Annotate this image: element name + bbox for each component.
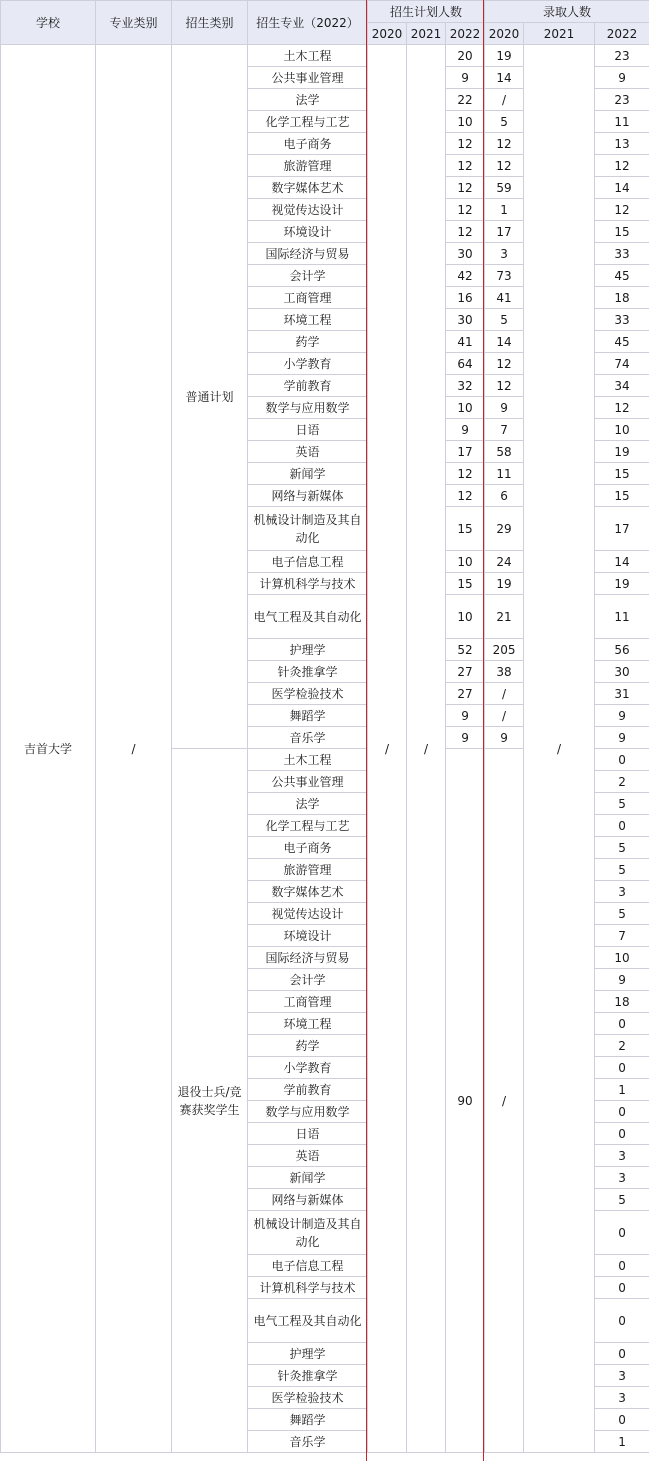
major-cell: 公共事业管理 [248, 67, 368, 89]
divider-line-admitted [483, 0, 484, 1461]
admit-2022-cell: 12 [595, 397, 649, 419]
plan-2022-cell: 42 [446, 265, 485, 287]
admit-2022-cell: 10 [595, 947, 649, 969]
admit-2022-cell: 3 [595, 1167, 649, 1189]
major-cell: 小学教育 [248, 353, 368, 375]
admit-2022-cell: 0 [595, 1101, 649, 1123]
plan-2022-cell: 15 [446, 573, 485, 595]
major-cell: 日语 [248, 1123, 368, 1145]
plan-2022-cell: 90 [446, 749, 485, 1453]
admit-2022-cell: 11 [595, 595, 649, 639]
major-cell: 机械设计制造及其自动化 [248, 507, 368, 551]
admit-2020-cell: 21 [485, 595, 524, 639]
school-cell: 吉首大学 [1, 45, 96, 1453]
plan-2022-cell: 9 [446, 419, 485, 441]
admit-2022-cell: 74 [595, 353, 649, 375]
admit-2022-cell: 33 [595, 243, 649, 265]
plan-2022-cell: 12 [446, 221, 485, 243]
major-cell: 电气工程及其自动化 [248, 1299, 368, 1343]
major-cell: 计算机科学与技术 [248, 573, 368, 595]
plan-2022-cell: 10 [446, 551, 485, 573]
admit-2022-cell: 5 [595, 1189, 649, 1211]
header-school: 学校 [1, 1, 96, 45]
admit-2022-cell: 3 [595, 1387, 649, 1409]
admit-2022-cell: 12 [595, 199, 649, 221]
major-cell: 舞蹈学 [248, 1409, 368, 1431]
admit-2020-cell: 24 [485, 551, 524, 573]
plan-2022-cell: 10 [446, 111, 485, 133]
admit-2020-cell: 14 [485, 331, 524, 353]
major-cell: 工商管理 [248, 991, 368, 1013]
plan-2022-cell: 32 [446, 375, 485, 397]
admit-2022-cell: 45 [595, 331, 649, 353]
admit-2022-cell: 5 [595, 793, 649, 815]
major-cell: 国际经济与贸易 [248, 243, 368, 265]
major-cell: 环境设计 [248, 221, 368, 243]
plan-2022-cell: 15 [446, 507, 485, 551]
admit-2020-cell: 58 [485, 441, 524, 463]
major-cell: 电子商务 [248, 837, 368, 859]
admit-2022-cell: 31 [595, 683, 649, 705]
header-row [1, 1, 649, 23]
major-cell: 法学 [248, 89, 368, 111]
admit-2020-cell: / [485, 89, 524, 111]
header-admit-2022: 2022 [595, 23, 649, 45]
plan-2022-cell: 27 [446, 683, 485, 705]
table-row [1, 45, 649, 67]
plan-2022-cell: 9 [446, 705, 485, 727]
plan-2022-cell: 10 [446, 595, 485, 639]
admit-2022-cell: 9 [595, 727, 649, 749]
admit-2022-cell: 14 [595, 177, 649, 199]
admit-2022-cell: 0 [595, 1343, 649, 1365]
plan-2022-cell: 12 [446, 155, 485, 177]
table-body [1, 1, 649, 1453]
major-cell: 数字媒体艺术 [248, 177, 368, 199]
admit-2020-cell: 7 [485, 419, 524, 441]
plan-2022-cell: 12 [446, 199, 485, 221]
plan-2022-cell: 22 [446, 89, 485, 111]
admit-2020-cell: 14 [485, 67, 524, 89]
admit-2022-cell: 13 [595, 133, 649, 155]
plan-2022-cell: 20 [446, 45, 485, 67]
header-major-category: 专业类别 [96, 1, 172, 45]
admit-2020-cell: 5 [485, 309, 524, 331]
admission-type-cell: 普通计划 [172, 45, 248, 749]
admit-2022-cell: 0 [595, 1057, 649, 1079]
admit-2022-cell: 14 [595, 551, 649, 573]
plan-2022-cell: 52 [446, 639, 485, 661]
admit-2022-cell: 30 [595, 661, 649, 683]
major-cell: 法学 [248, 793, 368, 815]
major-cell: 工商管理 [248, 287, 368, 309]
major-cell: 电子信息工程 [248, 1255, 368, 1277]
admit-2020-cell: 6 [485, 485, 524, 507]
major-cell: 新闻学 [248, 1167, 368, 1189]
admit-2020-cell: / [485, 749, 524, 1453]
header-plan-2021: 2021 [407, 23, 446, 45]
admit-2022-cell: 34 [595, 375, 649, 397]
major-cell: 机械设计制造及其自动化 [248, 1211, 368, 1255]
admit-2022-cell: 0 [595, 1277, 649, 1299]
major-cell: 电子商务 [248, 133, 368, 155]
admit-2020-cell: 5 [485, 111, 524, 133]
major-cell: 环境工程 [248, 309, 368, 331]
admit-2022-cell: 3 [595, 1365, 649, 1387]
admit-2022-cell: 5 [595, 837, 649, 859]
major-cell: 旅游管理 [248, 155, 368, 177]
major-cell: 环境工程 [248, 1013, 368, 1035]
major-cell: 计算机科学与技术 [248, 1277, 368, 1299]
admit-2022-cell: 18 [595, 287, 649, 309]
admit-2022-cell: 10 [595, 419, 649, 441]
major-cell: 学前教育 [248, 375, 368, 397]
major-cell: 土木工程 [248, 45, 368, 67]
header-plan-2020: 2020 [368, 23, 407, 45]
plan-2022-cell: 17 [446, 441, 485, 463]
major-cell: 电气工程及其自动化 [248, 595, 368, 639]
admit-2022-cell: 0 [595, 1255, 649, 1277]
major-cell: 学前教育 [248, 1079, 368, 1101]
header-major-2022: 招生专业（2022） [248, 1, 368, 45]
admit-2020-cell: 19 [485, 573, 524, 595]
major-cell: 护理学 [248, 1343, 368, 1365]
major-cell: 医学检验技术 [248, 683, 368, 705]
admit-2022-cell: 19 [595, 441, 649, 463]
major-cell: 环境设计 [248, 925, 368, 947]
major-cell: 音乐学 [248, 727, 368, 749]
major-cell: 数学与应用数学 [248, 397, 368, 419]
admit-2020-cell: 38 [485, 661, 524, 683]
major-cell: 公共事业管理 [248, 771, 368, 793]
admit-2022-cell: 0 [595, 1299, 649, 1343]
major-cell: 旅游管理 [248, 859, 368, 881]
admit-2020-cell: 12 [485, 155, 524, 177]
major-cell: 舞蹈学 [248, 705, 368, 727]
header-admit-2020: 2020 [485, 23, 524, 45]
plan-2021-cell: / [407, 45, 446, 1453]
admit-2020-cell: 59 [485, 177, 524, 199]
major-cell: 日语 [248, 419, 368, 441]
major-cell: 数字媒体艺术 [248, 881, 368, 903]
admit-2022-cell: 3 [595, 1145, 649, 1167]
major-cell: 网络与新媒体 [248, 485, 368, 507]
admit-2022-cell: 9 [595, 705, 649, 727]
major-cell: 土木工程 [248, 749, 368, 771]
major-cell: 小学教育 [248, 1057, 368, 1079]
major-cell: 药学 [248, 1035, 368, 1057]
admit-2020-cell: 29 [485, 507, 524, 551]
admit-2022-cell: 23 [595, 89, 649, 111]
admit-2020-cell: 11 [485, 463, 524, 485]
admit-2020-cell: 19 [485, 45, 524, 67]
admit-2022-cell: 19 [595, 573, 649, 595]
major-cell: 药学 [248, 331, 368, 353]
admit-2020-cell: 17 [485, 221, 524, 243]
admit-2022-cell: 15 [595, 485, 649, 507]
header-admission-type: 招生类别 [172, 1, 248, 45]
admit-2022-cell: 1 [595, 1079, 649, 1101]
admit-2020-cell: 3 [485, 243, 524, 265]
plan-2022-cell: 12 [446, 485, 485, 507]
major-cell: 视觉传达设计 [248, 199, 368, 221]
admit-2022-cell: 17 [595, 507, 649, 551]
plan-2020-cell: / [368, 45, 407, 1453]
plan-2022-cell: 30 [446, 243, 485, 265]
major-cell: 网络与新媒体 [248, 1189, 368, 1211]
major-cell: 视觉传达设计 [248, 903, 368, 925]
major-category-cell: / [96, 45, 172, 1453]
major-cell: 音乐学 [248, 1431, 368, 1453]
header-admit-2021: 2021 [524, 23, 595, 45]
admit-2022-cell: 23 [595, 45, 649, 67]
admit-2020-cell: 9 [485, 727, 524, 749]
admit-2022-cell: 0 [595, 1211, 649, 1255]
admit-2022-cell: 15 [595, 221, 649, 243]
admit-2022-cell: 12 [595, 155, 649, 177]
admit-2022-cell: 5 [595, 859, 649, 881]
plan-2022-cell: 16 [446, 287, 485, 309]
major-cell: 英语 [248, 1145, 368, 1167]
admit-2022-cell: 0 [595, 749, 649, 771]
admit-2022-cell: 45 [595, 265, 649, 287]
admit-2020-cell: 73 [485, 265, 524, 287]
major-cell: 国际经济与贸易 [248, 947, 368, 969]
admit-2020-cell: 9 [485, 397, 524, 419]
admit-2020-cell: / [485, 705, 524, 727]
admit-2022-cell: 2 [595, 1035, 649, 1057]
plan-2022-cell: 12 [446, 463, 485, 485]
major-cell: 针灸推拿学 [248, 1365, 368, 1387]
plan-2022-cell: 12 [446, 177, 485, 199]
header-plan: 招生计划人数 [368, 1, 485, 23]
admit-2020-cell: 12 [485, 353, 524, 375]
admit-2022-cell: 0 [595, 815, 649, 837]
plan-2022-cell: 12 [446, 133, 485, 155]
major-cell: 英语 [248, 441, 368, 463]
major-cell: 针灸推拿学 [248, 661, 368, 683]
major-cell: 化学工程与工艺 [248, 111, 368, 133]
admit-2022-cell: 2 [595, 771, 649, 793]
plan-2022-cell: 64 [446, 353, 485, 375]
admit-2022-cell: 15 [595, 463, 649, 485]
admit-2022-cell: 5 [595, 903, 649, 925]
admit-2022-cell: 9 [595, 969, 649, 991]
header-admitted: 录取人数 [485, 1, 649, 23]
admit-2022-cell: 18 [595, 991, 649, 1013]
admit-2022-cell: 9 [595, 67, 649, 89]
major-cell: 护理学 [248, 639, 368, 661]
plan-2022-cell: 10 [446, 397, 485, 419]
admit-2022-cell: 7 [595, 925, 649, 947]
admit-2022-cell: 0 [595, 1123, 649, 1145]
admit-2022-cell: 1 [595, 1431, 649, 1453]
admit-2022-cell: 11 [595, 111, 649, 133]
divider-line-plan [366, 0, 367, 1461]
header-plan-2022: 2022 [446, 23, 485, 45]
major-cell: 电子信息工程 [248, 551, 368, 573]
plan-2022-cell: 9 [446, 727, 485, 749]
admit-2022-cell: 0 [595, 1409, 649, 1431]
major-cell: 数学与应用数学 [248, 1101, 368, 1123]
plan-2022-cell: 9 [446, 67, 485, 89]
plan-2022-cell: 30 [446, 309, 485, 331]
admit-2022-cell: 0 [595, 1013, 649, 1035]
admit-2020-cell: 12 [485, 133, 524, 155]
plan-2022-cell: 41 [446, 331, 485, 353]
admit-2020-cell: 1 [485, 199, 524, 221]
admit-2022-cell: 56 [595, 639, 649, 661]
major-cell: 新闻学 [248, 463, 368, 485]
admit-2022-cell: 33 [595, 309, 649, 331]
major-cell: 化学工程与工艺 [248, 815, 368, 837]
admit-2021-cell: / [524, 45, 595, 1453]
admit-2020-cell: 41 [485, 287, 524, 309]
major-cell: 会计学 [248, 265, 368, 287]
admit-2020-cell: / [485, 683, 524, 705]
major-cell: 会计学 [248, 969, 368, 991]
major-cell: 医学检验技术 [248, 1387, 368, 1409]
admit-2022-cell: 3 [595, 881, 649, 903]
admission-type-cell: 退役士兵/竞赛获奖学生 [172, 749, 248, 1453]
admit-2020-cell: 12 [485, 375, 524, 397]
admit-2020-cell: 205 [485, 639, 524, 661]
plan-2022-cell: 27 [446, 661, 485, 683]
